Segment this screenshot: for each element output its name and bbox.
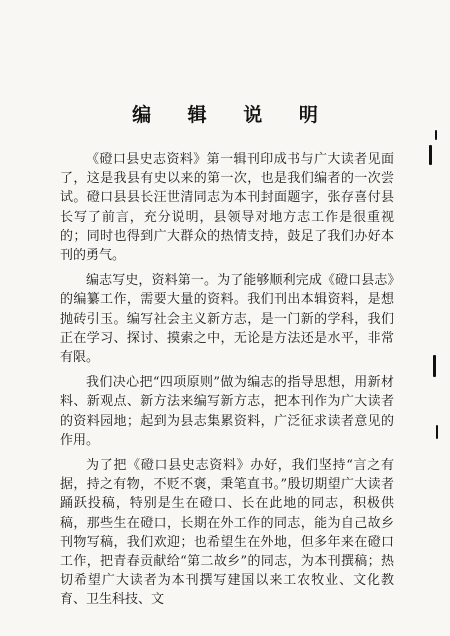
paragraph-3: 我们决心把“四项原则”做为编志的指导思想，用新材料、新观点、新方法来编写新方志，把本刊作为广大读者的资料园地；起到为县志集累资料，广泛征求读者意见的作用。: [60, 375, 394, 448]
body-text: [60, 150, 394, 616]
scan-edge-mark-2: [435, 130, 437, 140]
scan-edge-mark-1: [429, 145, 432, 165]
page-title: 编 辑 说 明: [132, 104, 333, 126]
scan-edge-mark-4: [436, 425, 438, 439]
paragraph-4: 为了把《磴口县史志资料》办好，我们坚持“言之有据，持之有物，不贬不褒，秉笔直书。”殷切期望广大读者踊跃投稿，特别是生在磴口、长在此地的同志，积极供稿，那些生在磴口，长期在外工作的同志，能为自己故乡刊物写稿，我们欢迎；也希望生在外地，但多年来在磴口工作，把青春贡献给“第二故乡”的同志，为本刊撰稿；热切希望广大读者为本刊撰写建国以来工农牧业、文化教育、卫生科技、文: [60, 458, 394, 608]
scan-edge-mark-3: [433, 355, 436, 377]
paragraph-2: 编志写史，资料第一。为了能够顺利完成《磴口县志》的编纂工作，需要大量的资料。我们刊出本辑资料，是想抛砖引玉。编写社会主义新方志，是一门新的学科，我们正在学习、探讨、摸索之中，无论是方法还是水平，非常有限。: [60, 273, 394, 366]
paragraph-1: 《磴口县史志资料》第一辑刊印成书与广大读者见面了，这是我县有史以来的第一次，也是我们编者的一次尝试。磴口县县长汪世清同志为本刊封面题字，张存喜付县长写了前言，充分说明，县领导对地方志工作是很重视的；同时也得到广大群众的热情支持，鼓足了我们办好本刊的勇气。: [60, 152, 394, 264]
